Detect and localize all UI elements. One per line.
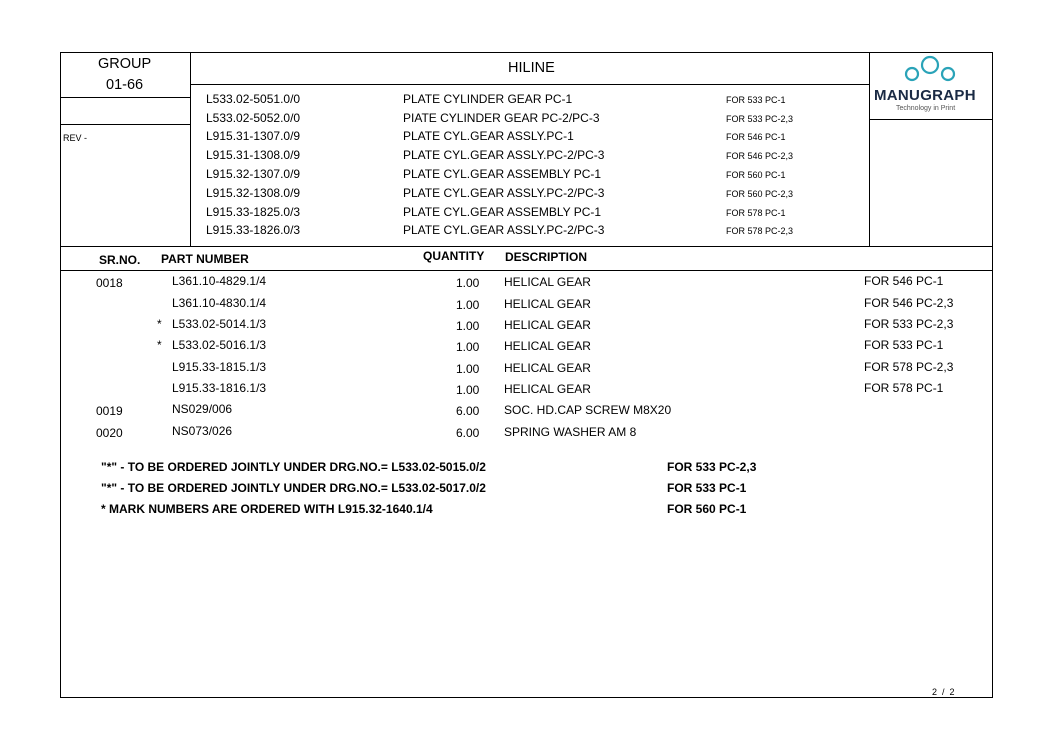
assembly-desc: PLATE CYL.GEAR ASSEMBLY PC-1 [403, 205, 602, 219]
note-for: FOR 533 PC-1 [667, 481, 747, 495]
row-desc: SPRING WASHER AM 8 [504, 425, 637, 439]
group-number: 01-66 [106, 77, 144, 93]
row-for: FOR 533 PC-2,3 [864, 317, 954, 331]
logo-rule [869, 119, 993, 120]
note-for: FOR 560 PC-1 [667, 502, 747, 516]
row-part: L533.02-5016.1/3 [172, 338, 267, 352]
row-part: L361.10-4830.1/4 [172, 296, 267, 310]
row-mark: * [157, 317, 162, 331]
row-part: L915.33-1815.1/3 [172, 360, 267, 374]
row-mark: * [157, 338, 162, 352]
group-rule [60, 97, 190, 98]
row-qty: 6.00 [456, 426, 480, 440]
note-text: "*" - TO BE ORDERED JOINTLY UNDER DRG.NO.= L533.02-5015.0/2 [101, 460, 486, 474]
page-number: 2 / 2 [932, 687, 955, 697]
assembly-for: FOR 533 PC-1 [726, 95, 786, 105]
assembly-desc: PLATE CYLINDER GEAR PC-1 [403, 92, 573, 106]
row-for: FOR 578 PC-1 [864, 381, 944, 395]
row-desc: HELICAL GEAR [504, 361, 591, 375]
header-bottom-rule [60, 246, 993, 247]
row-for: FOR 546 PC-1 [864, 274, 944, 288]
row-part: NS073/026 [172, 424, 233, 438]
row-for: FOR 578 PC-2,3 [864, 360, 954, 374]
assembly-desc: PLATE CYL.GEAR ASSLY.PC-2/PC-3 [403, 223, 605, 237]
row-desc: HELICAL GEAR [504, 275, 591, 289]
assembly-desc: PLATE CYL.GEAR ASSEMBLY PC-1 [403, 167, 602, 181]
column-header-rule [60, 270, 993, 271]
row-part: NS029/006 [172, 402, 233, 416]
assembly-part: L533.02-5051.0/0 [206, 92, 301, 106]
rev-rule-top [60, 124, 190, 125]
assembly-part: L533.02-5052.0/0 [206, 111, 301, 125]
column-header-qty: QUANTITY [423, 249, 485, 263]
row-qty: 1.00 [456, 319, 480, 333]
row-srno: 0020 [96, 426, 123, 440]
logo-tagline: Technology in Print [896, 105, 956, 112]
assembly-part: L915.32-1308.0/9 [206, 186, 301, 200]
assembly-desc: PLATE CYL.GEAR ASSLY.PC-2/PC-3 [403, 148, 605, 162]
row-qty: 1.00 [456, 298, 480, 312]
assembly-for: FOR 533 PC-2,3 [726, 114, 794, 124]
title-rule [190, 84, 869, 85]
header-divider-left [190, 52, 191, 246]
row-srno: 0018 [96, 276, 123, 290]
assembly-part: L915.31-1307.0/9 [206, 129, 301, 143]
row-part: L533.02-5014.1/3 [172, 317, 267, 331]
assembly-for: FOR 560 PC-1 [726, 170, 786, 180]
assembly-desc: PIATE CYLINDER GEAR PC-2/PC-3 [403, 111, 600, 125]
assembly-part: L915.33-1826.0/3 [206, 223, 301, 237]
row-qty: 1.00 [456, 276, 480, 290]
row-desc: HELICAL GEAR [504, 297, 591, 311]
page-title: HILINE [508, 60, 555, 76]
row-desc: HELICAL GEAR [504, 382, 591, 396]
column-header-part: PART NUMBER [161, 252, 249, 266]
note-for: FOR 533 PC-2,3 [667, 460, 757, 474]
rev-label: REV - [63, 133, 88, 143]
assembly-part: L915.33-1825.0/3 [206, 205, 301, 219]
row-qty: 1.00 [456, 340, 480, 354]
logo-name: MANUGRAPH [874, 87, 976, 104]
row-qty: 6.00 [456, 404, 480, 418]
row-part: L915.33-1816.1/3 [172, 381, 267, 395]
note-text: "*" - TO BE ORDERED JOINTLY UNDER DRG.NO.= L533.02-5017.0/2 [101, 481, 486, 495]
group-label: GROUP [98, 56, 152, 72]
manugraph-logo [872, 54, 990, 118]
row-part: L361.10-4829.1/4 [172, 274, 267, 288]
row-desc: HELICAL GEAR [504, 339, 591, 353]
manugraph-logo-icon [872, 54, 990, 86]
row-for: FOR 533 PC-1 [864, 338, 944, 352]
assembly-for: FOR 578 PC-2,3 [726, 226, 794, 236]
assembly-part: L915.32-1307.0/9 [206, 167, 301, 181]
column-header-srno: SR.NO. [99, 253, 141, 267]
assembly-for: FOR 578 PC-1 [726, 208, 786, 218]
note-text: * MARK NUMBERS ARE ORDERED WITH L915.32-1640.1/4 [101, 502, 433, 516]
assembly-for: FOR 546 PC-2,3 [726, 151, 794, 161]
assembly-for: FOR 560 PC-2,3 [726, 189, 794, 199]
assembly-desc: PLATE CYL.GEAR ASSLY.PC-2/PC-3 [403, 186, 605, 200]
assembly-for: FOR 546 PC-1 [726, 132, 786, 142]
assembly-desc: PLATE CYL.GEAR ASSLY.PC-1 [403, 129, 574, 143]
row-for: FOR 546 PC-2,3 [864, 296, 954, 310]
header-divider-right [869, 52, 870, 246]
row-srno: 0019 [96, 404, 123, 418]
row-desc: SOC. HD.CAP SCREW M8X20 [504, 403, 672, 417]
assembly-part: L915.31-1308.0/9 [206, 148, 301, 162]
column-header-desc: DESCRIPTION [505, 250, 588, 264]
row-qty: 1.00 [456, 383, 480, 397]
row-desc: HELICAL GEAR [504, 318, 591, 332]
row-qty: 1.00 [456, 362, 480, 376]
